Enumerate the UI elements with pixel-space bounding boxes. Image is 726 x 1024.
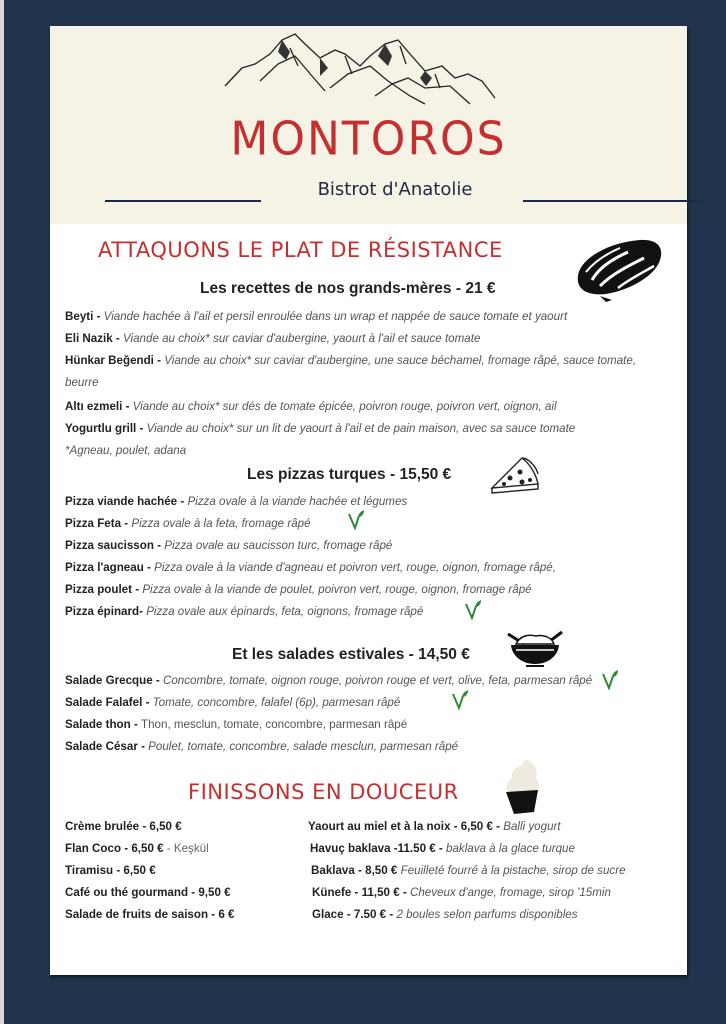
- item-sep: -: [399, 886, 410, 899]
- item-name: Pizza Feta: [65, 517, 122, 530]
- item-name: Altı ezmeli: [65, 400, 123, 413]
- item-name: Tiramisu - 6,50 €: [65, 864, 156, 877]
- note-text: *Agneau, poulet, adana: [65, 444, 187, 457]
- item-sep: -: [136, 422, 147, 435]
- item-name: Salade Falafel: [65, 696, 146, 709]
- ice-cream-icon: [502, 756, 542, 816]
- menu-item: [65, 718, 407, 731]
- item-sep: -: [93, 310, 104, 323]
- item-desc: baklava à la glace turque: [446, 842, 575, 855]
- menu-item: [65, 517, 311, 530]
- item-name: Salade César: [65, 740, 138, 753]
- mountains-illustration-icon: [220, 26, 520, 116]
- item-name: Salade thon: [65, 718, 131, 731]
- item-sep: -: [492, 820, 504, 833]
- item-sep: -: [137, 740, 149, 753]
- menu-item: [65, 400, 557, 413]
- meat-choice-note: [65, 444, 186, 457]
- item-name: Pizza épinard: [65, 605, 140, 618]
- restaurant-name: MONTOROS: [230, 112, 507, 167]
- item-name: Glace - 7.50 €: [312, 908, 387, 921]
- item-desc: Pizza ovale à la viande de poulet, poivron vert, rouge, oignon, fromage râpé: [142, 583, 532, 596]
- item-sep: -: [121, 517, 132, 530]
- subtitle-row: [105, 177, 650, 207]
- item-sep: -: [153, 354, 165, 367]
- item-name: Crème brulée - 6,50 €: [65, 820, 182, 833]
- item-desc: Pizza ovale à la feta, fromage râpé: [131, 517, 311, 530]
- menu-item: [65, 495, 407, 508]
- item-sep: -: [153, 539, 165, 552]
- item-desc: Viande au choix* sur un lit de yaourt à l'ail et de pain maison, avec sa sauce tomate: [146, 422, 576, 435]
- menu-item: [65, 539, 392, 552]
- dessert-item: [312, 908, 578, 921]
- item-desc: Pizza ovale au saucisson turc, fromage râpé: [164, 539, 393, 552]
- dessert-item: [312, 886, 611, 899]
- menu-item: [65, 740, 458, 753]
- item-name: Beyti: [65, 310, 94, 323]
- item-name: Baklava - 8,50 €: [311, 864, 398, 877]
- item-sep: -: [152, 674, 163, 687]
- vegetarian-leaf-icon: [601, 670, 619, 690]
- item-desc: Feuilleté fourré à la pistache, sirop de sucre: [400, 864, 626, 877]
- dessert-item: [310, 842, 575, 855]
- item-name: Salade Grecque: [65, 674, 153, 687]
- dessert-item: [65, 908, 234, 921]
- item-name: Pizza viande hachée: [65, 495, 178, 508]
- item-desc: Pizza ovale à la viande hachée et légumes: [187, 495, 408, 508]
- item-name: Pizza l'agneau: [65, 561, 144, 574]
- dessert-item: [65, 886, 231, 899]
- dessert-item: [311, 864, 626, 877]
- item-sep: -: [435, 842, 446, 855]
- item-name: Yogurtlu grill: [65, 422, 137, 435]
- item-extra: - Keşkül: [163, 842, 209, 855]
- menu-item: [65, 583, 532, 596]
- vegetarian-leaf-icon: [464, 600, 482, 620]
- menu-item: [65, 422, 575, 435]
- item-sep: -: [122, 400, 133, 413]
- salad-bowl-icon: [506, 630, 564, 668]
- item-name: Pizza saucisson: [65, 539, 154, 552]
- divider-right: [523, 200, 698, 202]
- item-desc: Poulet, tomate, concombre, salade mesclun, parmesan râpé: [148, 740, 459, 753]
- salads-title: Et les salades estivales - 14,50 €: [232, 646, 470, 663]
- item-desc: Viande au choix* sur dés de tomate épicée, poivron rouge, poivron vert, oignon, ail: [132, 400, 557, 413]
- dessert-item: [65, 820, 182, 833]
- menu-item: [65, 674, 592, 687]
- dessert-item: [308, 820, 561, 833]
- item-desc: Viande au choix* sur caviar d'aubergine, une sauce béchamel, fromage râpé, sauce tomate, beurre: [65, 354, 637, 389]
- item-desc: Viande hachée à l'ail et persil enroulée dans un wrap et nappée de sauce tomate et yaourt: [103, 310, 568, 323]
- vegetarian-leaf-icon: [347, 510, 365, 530]
- dessert-item: [65, 864, 156, 877]
- item-sep: -: [145, 696, 153, 709]
- item-sep: -: [143, 561, 155, 574]
- left-edge-strip: [0, 0, 4, 1024]
- item-desc: Cheveux d'ange, fromage, sirop '15min: [409, 886, 611, 899]
- pizzas-title: Les pizzas turques - 15,50 €: [247, 466, 452, 483]
- item-sep: -: [112, 332, 123, 345]
- section-title-main: ATTAQUONS LE PLAT DE RÉSISTANCE: [98, 238, 503, 262]
- restaurant-subtitle: Bistrot d'Anatolie: [317, 179, 473, 200]
- meat-icon: [570, 236, 666, 302]
- menu-item: [65, 350, 665, 394]
- item-name: Pizza poulet: [65, 583, 132, 596]
- grandmother-recipes-title: Les recettes de nos grands-mères - 21 €: [200, 280, 496, 297]
- item-name: Künefe - 11,50 €: [312, 886, 400, 899]
- item-desc: Concombre, tomate, oignon rouge, poivron rouge et vert, olive, feta, parmesan râpé: [162, 674, 593, 687]
- menu-page: [50, 26, 687, 975]
- menu-item: [65, 332, 480, 345]
- menu-item: [65, 696, 400, 709]
- item-name: Salade de fruits de saison - 6 €: [65, 908, 235, 921]
- menu-item: [65, 605, 423, 618]
- item-name: Flan Coco - 6,50 €: [65, 842, 164, 855]
- item-desc: Thon, mesclun, tomate, concombre, parmesan râpé: [141, 718, 408, 731]
- divider-left: [105, 200, 261, 202]
- item-sep: -: [132, 583, 143, 596]
- menu-header: [50, 26, 687, 224]
- item-sep: -: [386, 908, 397, 921]
- item-desc: Pizza ovale aux épinards, feta, oignons, fromage râpé: [146, 605, 424, 618]
- dessert-item: [65, 842, 209, 855]
- item-sep: -: [130, 718, 142, 731]
- menu-item: [65, 561, 556, 574]
- item-desc: Tomate, concombre, falafel (6p), parmesan râpé: [152, 696, 401, 709]
- pizza-slice-icon: [488, 456, 540, 496]
- item-desc: Pizza ovale à la viande d'agneau et poivron vert, rouge, oignon, fromage râpé,: [154, 561, 556, 574]
- item-name: Havuç baklava -11.50 €: [310, 842, 436, 855]
- item-name: Eli Nazik: [65, 332, 113, 345]
- item-desc: Balli yogurt: [503, 820, 561, 833]
- item-name: Hünkar Beğendi: [65, 354, 154, 367]
- item-desc: Viande au choix* sur caviar d'aubergine, yaourt à l'ail et sauce tomate: [123, 332, 481, 345]
- item-sep: -: [177, 495, 188, 508]
- section-title-desserts: FINISSONS EN DOUCEUR: [188, 780, 459, 804]
- item-desc: 2 boules selon parfums disponibles: [396, 908, 578, 921]
- menu-item: [65, 310, 567, 323]
- item-name: Café ou thé gourmand - 9,50 €: [65, 886, 231, 899]
- vegetarian-leaf-icon: [451, 690, 469, 710]
- item-name: Yaourt au miel et à la noix - 6,50 €: [308, 820, 493, 833]
- item-sep: -: [139, 605, 147, 618]
